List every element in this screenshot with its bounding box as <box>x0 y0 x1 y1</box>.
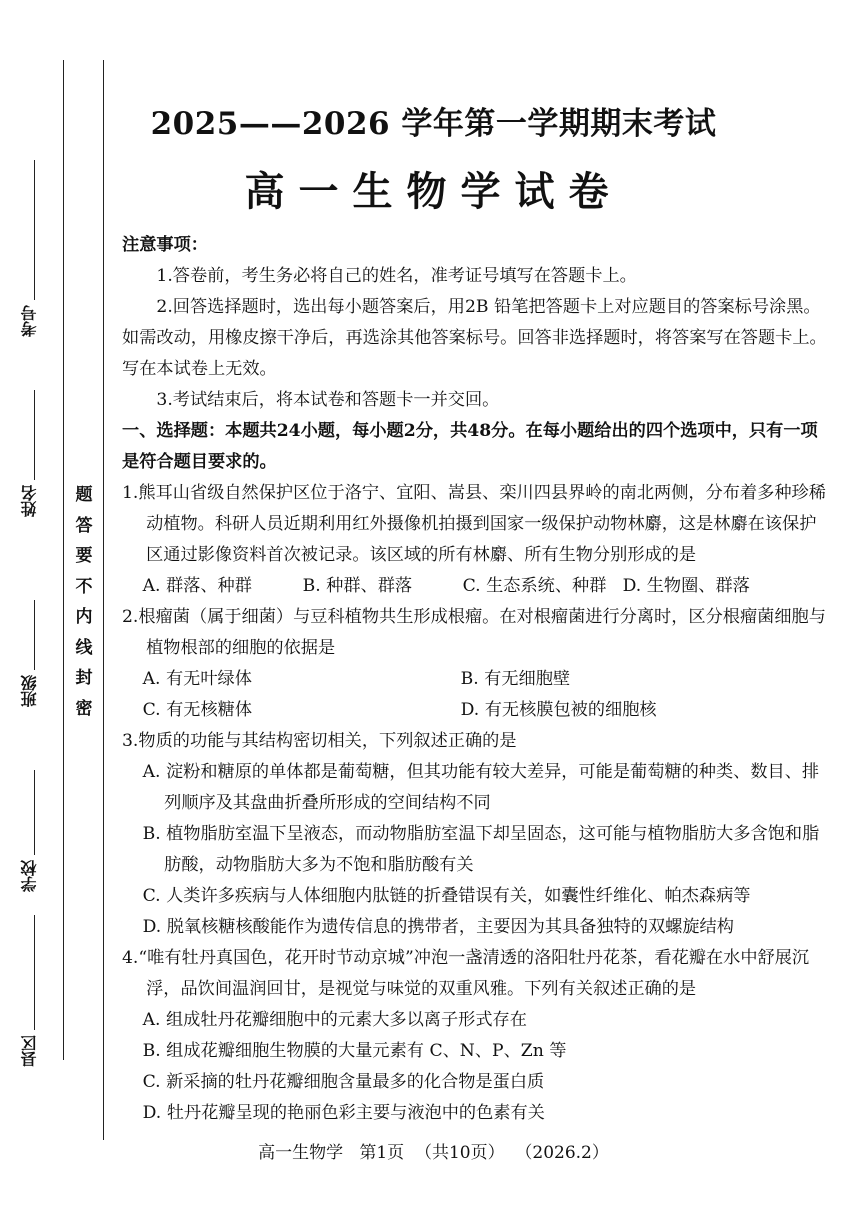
seal-char: 密 <box>75 698 93 719</box>
exam-content <box>122 230 828 1129</box>
field-underline <box>34 390 35 480</box>
question-stem: 1.熊耳山省级自然保护区位于洛宁、宜阳、嵩县、栾川四县界岭的南北两侧，分布着多种珍稀动植物。科研人员近期利用红外摄像机拍摄到国家一级保护动物林麝，这是林麝在该保护区通过影像资料首次被记录。该区域的所有林麝、所有生物分别形成的是 <box>122 483 826 565</box>
seal-char: 答 <box>75 515 93 536</box>
field-county <box>18 915 52 1085</box>
option: C. 生态系统、种群 <box>462 576 607 596</box>
seal-char: 不 <box>75 576 93 597</box>
option-row <box>122 571 828 602</box>
option: B. 有无细胞壁 <box>460 669 571 689</box>
seal-line-notice <box>70 480 98 724</box>
option: C. 有无核糖体 <box>142 700 253 720</box>
field-class <box>18 600 52 760</box>
page-footer: 高一生物学 第1页 （共10页） （2026.2） <box>258 1143 609 1163</box>
notice-item: 1.答卷前，考生务必将自己的姓名，准考证号填写在答题卡上。 <box>156 266 637 286</box>
seal-char: 题 <box>75 485 93 505</box>
option: C. 人类许多疾病与人体细胞内肽链的折叠错误有关，如囊性纤维化、帕杰森病等 <box>142 886 751 906</box>
seal-char: 内 <box>75 607 93 627</box>
option: A. 组成牡丹花瓣细胞中的元素大多以离子形式存在 <box>142 1010 527 1030</box>
option: A. 群落、种群 <box>142 576 252 596</box>
option: D. 有无核膜包被的细胞核 <box>460 700 657 720</box>
option: A. 有无叶绿体 <box>142 669 252 689</box>
exam-title: 2025——2026 学年第一学期期末考试 <box>150 106 717 142</box>
notice-item: 2.回答选择题时，选出每小题答案后，用2B 铅笔把答题卡上对应题目的答案标号涂黑。如需改动，用橡皮擦干净后，再选涂其他答案标号。回答非选择题时，将答案写在答题卡上。写在本试卷上无效。 <box>122 297 827 379</box>
field-school <box>18 770 52 920</box>
option: C. 新采摘的牡丹花瓣细胞含量最多的化合物是蛋白质 <box>142 1072 545 1092</box>
option-row <box>122 695 828 726</box>
option: B. 植物脂肪室温下呈液态，而动物脂肪室温下却呈固态，这可能与植物脂肪大多含饱和脂肪酸，动物脂肪大多为不饱和脂肪酸有关 <box>142 824 820 875</box>
option: D. 牡丹花瓣呈现的艳丽色彩主要与液泡中的色素有关 <box>142 1103 545 1123</box>
question-stem: 4.“唯有牡丹真国色，花开时节动京城”冲泡一盏清透的洛阳牡丹花茶，看花瓣在水中舒展沉浮，品饮间温润回甘，是视觉与味觉的双重风雅。下列有关叙述正确的是 <box>122 948 810 999</box>
option: D. 生物圈、群落 <box>622 576 750 596</box>
exam-subject-title: 高一生物学试卷 <box>244 168 623 215</box>
option: A. 淀粉和糖原的单体都是葡萄糖，但其功能有较大差异，可能是葡萄糖的种类、数目、排列顺序及其盘曲折叠所形成的空间结构不同 <box>142 762 820 813</box>
notice-item: 3.考试结束后，将本试卷和答题卡一并交回。 <box>156 390 500 410</box>
field-label: 考号 <box>20 305 39 337</box>
question-stem: 3.物质的功能与其结构密切相关，下列叙述正确的是 <box>122 731 517 751</box>
field-underline <box>34 600 35 670</box>
notice-heading: 注意事项： <box>122 235 208 255</box>
seal-char: 要 <box>75 546 93 566</box>
field-name <box>18 390 52 550</box>
field-label: 学校 <box>20 860 39 892</box>
question-stem: 2.根瘤菌（属于细菌）与豆科植物共生形成根瘤。在对根瘤菌进行分离时，区分根瘤菌细胞与植物根部的细胞的依据是 <box>122 607 826 658</box>
field-label: 姓名 <box>20 485 39 517</box>
binding-line-inner <box>103 60 104 1140</box>
option: B. 种群、群落 <box>302 576 413 596</box>
field-underline <box>34 770 35 855</box>
option: B. 组成花瓣细胞生物膜的大量元素有 C、N、P、Zn 等 <box>142 1041 567 1061</box>
field-underline <box>34 915 35 1030</box>
field-label: 班级 <box>20 675 39 707</box>
option-row <box>122 664 828 695</box>
field-label: 县区 <box>20 1035 39 1067</box>
section-heading: 一、选择题：本题共24小题，每小题2分，共48分。在每小题给出的四个选项中，只有一项是符合题目要求的。 <box>122 421 818 472</box>
option: D. 脱氧核糖核酸能作为遗传信息的携带者，主要因为其具备独特的双螺旋结构 <box>142 917 734 937</box>
seal-char: 线 <box>75 637 93 658</box>
seal-char: 封 <box>75 668 93 688</box>
